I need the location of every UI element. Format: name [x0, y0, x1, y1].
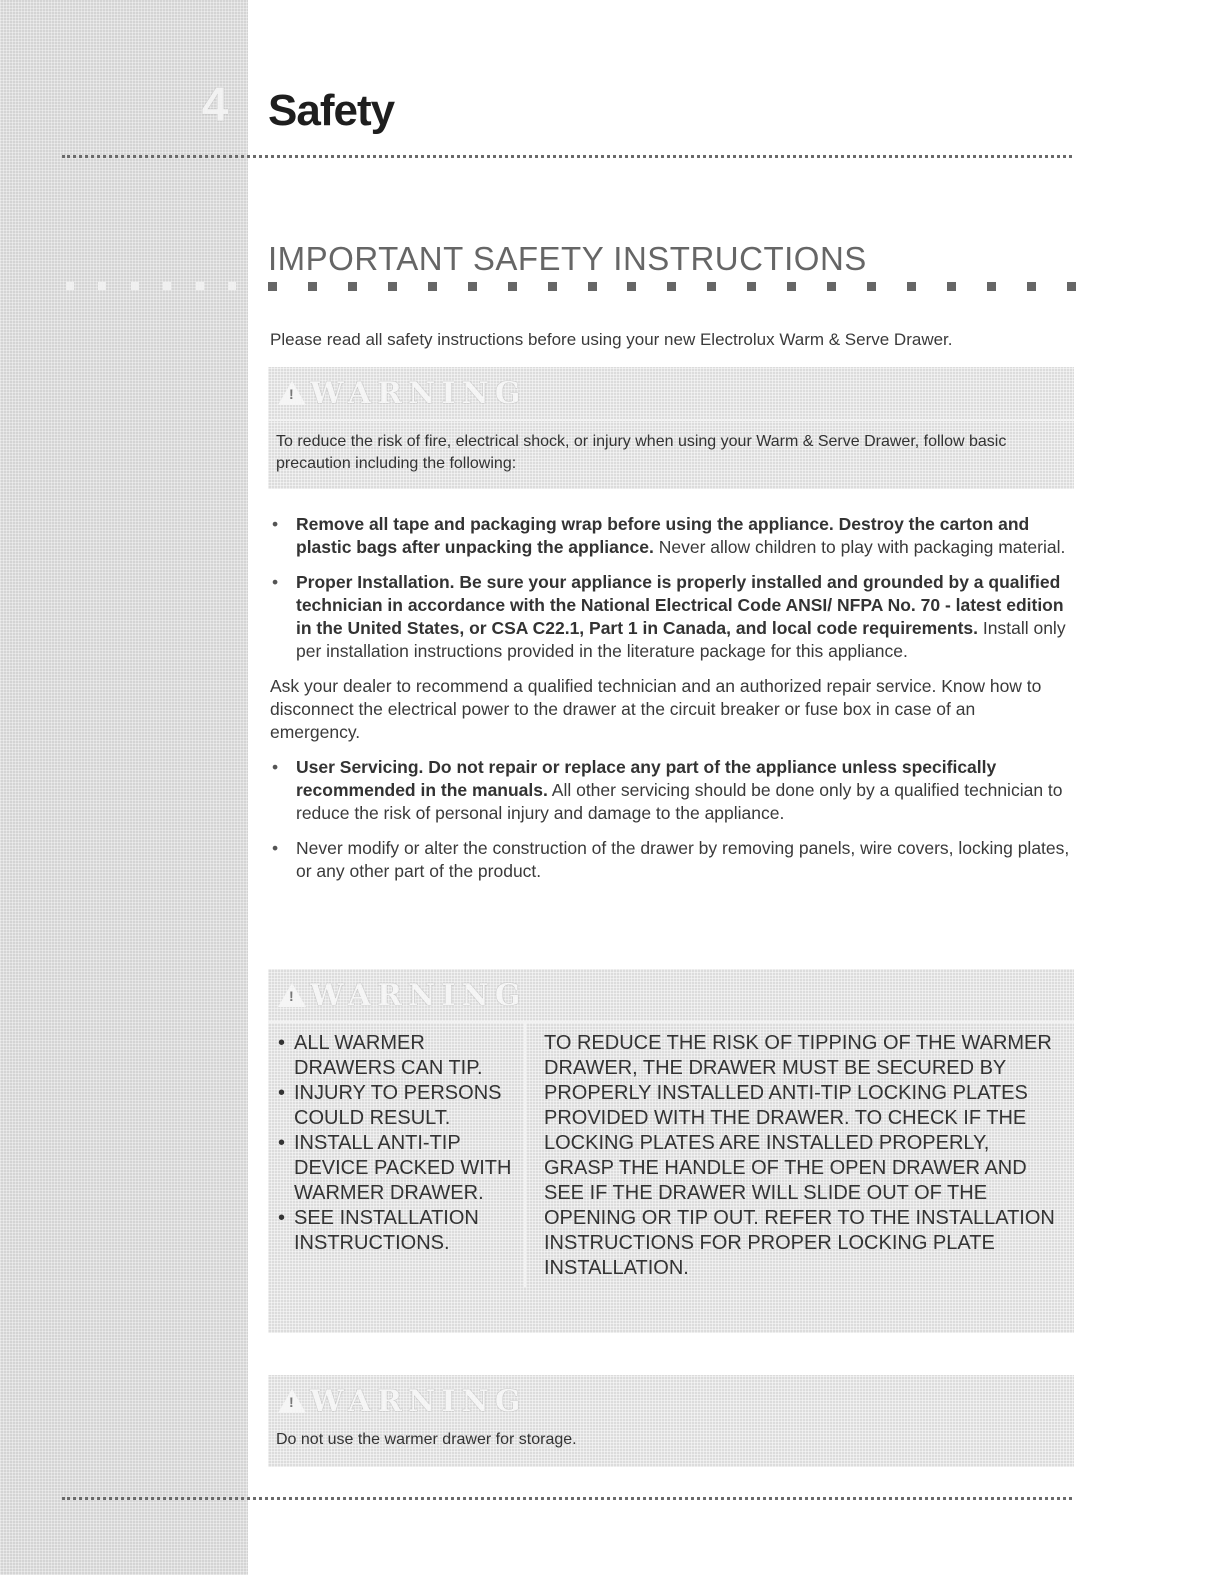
warning-title: WARNING — [310, 375, 527, 411]
top-divider — [62, 155, 1072, 158]
warning-box-storage — [268, 1375, 1074, 1467]
list-item: • INJURY TO PERSONS COULD RESULT. — [274, 1081, 524, 1131]
bullet-text: Never modify or alter the construction of the drawer by removing panels, wire covers, locking plates, or any other part of the product. — [296, 838, 1070, 881]
list-item: • ALL WARMER DRAWERS CAN TIP. — [274, 1031, 524, 1081]
bullet-bold-text: User Servicing. Do not repair or replace any part of the appliance unless specifically recommended in the manuals. — [296, 757, 997, 800]
bullet-list-2 — [270, 756, 1070, 883]
list-item — [270, 756, 1070, 825]
bullet-bold-text: Proper Installation. Be sure your appliance is properly installed and grounded by a qualified technician in accordance with the National Electrical Code ANSI/ NFPA No. 70 - latest edition in the United States, or CSA C22.1, Part 1 in Canada, and local code requirements. — [296, 572, 1064, 638]
warning-title: WARNING — [310, 1383, 527, 1419]
list-item: • SEE INSTALLATION INSTRUCTIONS. — [274, 1206, 524, 1256]
warning-box-tip — [268, 969, 1074, 1333]
list-item — [270, 513, 1070, 559]
sidebar-dot-row — [66, 282, 236, 296]
sidebar-panel — [0, 0, 248, 1575]
intro-text: Please read all safety instructions before using your new Electrolux Warm & Serve Drawer. — [270, 330, 953, 349]
warning-box-general — [268, 367, 1074, 489]
heading-dot-row — [268, 282, 1076, 296]
page-number: 4 — [201, 79, 229, 132]
bottom-divider — [62, 1497, 1072, 1500]
page-heading: IMPORTANT SAFETY INSTRUCTIONS — [268, 240, 867, 277]
warning-tip-content — [268, 1021, 1074, 1287]
warning-text: Do not use the warmer drawer for storage. — [276, 1431, 577, 1448]
list-item: • INSTALL ANTI-TIP DEVICE PACKED WITH WARMER DRAWER. — [274, 1131, 524, 1206]
list-item — [270, 837, 1070, 883]
bullet-text: Never allow children to play with packaging material. — [653, 537, 1066, 557]
bullet-list-1 — [270, 513, 1070, 663]
warning-triangle-icon — [278, 983, 306, 1007]
list-item — [270, 571, 1070, 663]
warning-title: WARNING — [310, 977, 527, 1013]
safety-instructions — [270, 513, 1070, 895]
warning-triangle-icon — [278, 1389, 306, 1413]
bullet-text: Install only per installation instructions provided in the literature package for this appliance. — [296, 618, 1066, 661]
warning-triangle-icon — [278, 381, 306, 405]
dealer-paragraph: Ask your dealer to recommend a qualified technician and an authorized repair service. Know how to disconnect the electrical power to the drawer at the circuit breaker or fuse box in case of an emergency. — [270, 676, 1042, 742]
warning-text: To reduce the risk of fire, electrical shock, or injury when using your Warm & Serve Drawer, follow basic precaution including the following: — [268, 419, 1074, 485]
bullet-bold-text: Remove all tape and packaging wrap before using the appliance. Destroy the carton and plastic bags after unpacking the appliance. — [296, 514, 1030, 557]
section-title: Safety — [268, 86, 395, 135]
warning-tip-text: TO REDUCE THE RISK OF TIPPING OF THE WARMER DRAWER, THE DRAWER MUST BE SECURED BY PROPERLY INSTALLED ANTI-TIP LOCKING PLATES PROVIDED WITH THE DRAWER. TO CHECK IF THE LOCKING PLATES ARE INSTALLED PROPERLY, GRASP THE HANDLE OF THE OPEN DRAWER AND SEE IF THE DRAWER WILL SLIDE OUT OF THE OPENING OR TIP OUT. REFER TO THE INSTALLATION INSTRUCTIONS FOR PROPER LOCKING PLATE INSTALLATION. — [544, 1032, 1055, 1279]
warning-tip-list — [268, 1023, 526, 1287]
bullet-text: All other servicing should be done only by a qualified technician to reduce the risk of personal injury and damage to the appliance. — [296, 780, 1063, 823]
